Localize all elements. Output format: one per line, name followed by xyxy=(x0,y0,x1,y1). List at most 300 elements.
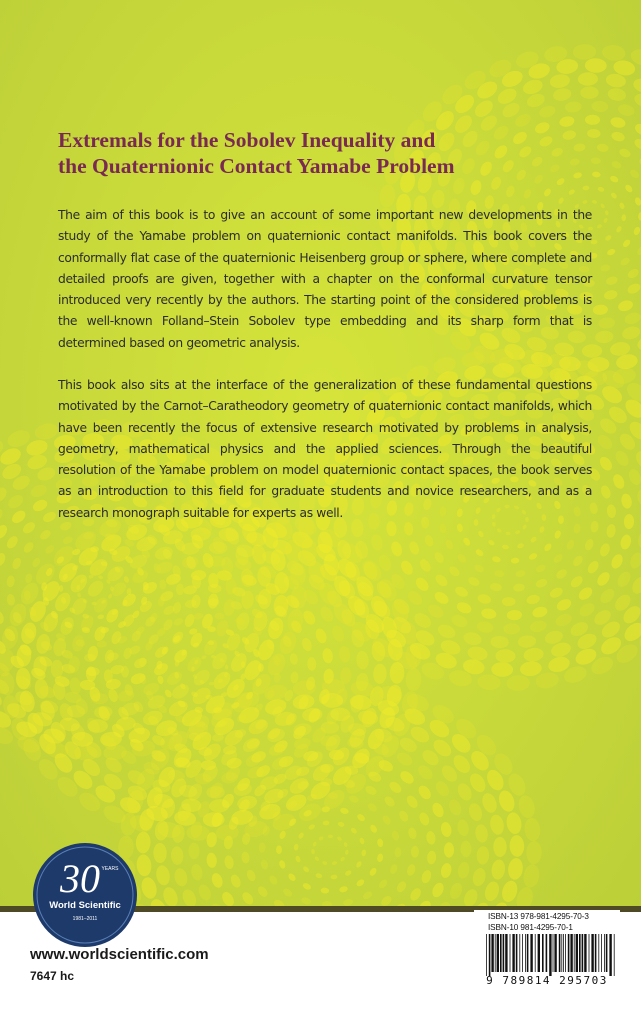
decorative-dot xyxy=(389,863,399,875)
barcode-bar xyxy=(559,934,561,972)
decorative-dot xyxy=(287,872,297,882)
decorative-dot xyxy=(530,536,538,544)
barcode-bar xyxy=(525,934,526,972)
decorative-dot xyxy=(0,552,7,568)
decorative-dot xyxy=(505,811,523,835)
decorative-dot xyxy=(597,186,605,193)
decorative-dot xyxy=(626,282,641,296)
decorative-dot xyxy=(420,869,433,885)
decorative-dot xyxy=(268,874,279,886)
decorative-dot xyxy=(573,523,581,534)
logo-range: 1981–2011 xyxy=(72,916,98,922)
decorative-dot xyxy=(425,830,436,845)
decorative-dot xyxy=(456,552,468,564)
decorative-dot xyxy=(224,855,235,870)
barcode-bar xyxy=(519,934,520,972)
decorative-dot xyxy=(11,556,23,570)
decorative-dot xyxy=(336,836,342,842)
barcode-bar xyxy=(535,934,536,972)
decorative-dot xyxy=(376,853,383,863)
decorative-dot xyxy=(377,878,389,890)
decorative-dot xyxy=(619,533,632,550)
decorative-dot xyxy=(553,529,561,539)
decorative-dot xyxy=(603,217,608,223)
decorative-dot xyxy=(610,192,618,200)
decorative-dot xyxy=(154,864,171,886)
decorative-dot xyxy=(519,660,542,677)
decorative-dot xyxy=(514,529,520,535)
decorative-dot xyxy=(461,887,480,908)
decorative-dot xyxy=(456,523,463,533)
isbn-13: ISBN-13 978-981-4295-70-3 xyxy=(488,912,589,921)
decorative-dot xyxy=(297,831,305,839)
decorative-dot xyxy=(5,534,20,550)
decorative-dot xyxy=(307,657,317,671)
decorative-dot xyxy=(6,492,26,511)
barcode-bar xyxy=(606,934,608,972)
decorative-dot xyxy=(615,569,634,589)
decorative-dot xyxy=(552,552,564,564)
barcode-bar xyxy=(553,934,554,972)
decorative-dot xyxy=(522,188,532,200)
decorative-dot xyxy=(10,508,28,526)
decorative-dot xyxy=(466,645,488,662)
decorative-dot xyxy=(355,860,363,868)
decorative-dot xyxy=(31,556,42,568)
decorative-dot xyxy=(623,310,641,326)
decorative-dot xyxy=(629,574,641,596)
decorative-dot xyxy=(596,223,602,229)
decorative-dot xyxy=(370,533,384,552)
decorative-dot xyxy=(432,589,450,606)
decorative-dot xyxy=(338,645,351,663)
decorative-dot xyxy=(494,570,505,578)
decorative-dot xyxy=(157,675,165,685)
description-paragraph-2: This book also sits at the interface of the generalization of these fundamental questions motivated by the Carnot–Caratheodory geometry of quaternionic contact manifolds, which have been recently the focus of extensive research motivated by problems in analysis, geometry, mathematical physics and the applied sciences. Through the beautiful resolution of the Yamabe problem on model quaternionic contact spaces, the book serves as an introduction to this field for graduate students and novice researchers, and as a research monograph suitable for experts as well. xyxy=(58,378,592,520)
decorative-dot xyxy=(366,802,378,814)
decorative-dot xyxy=(90,546,99,552)
decorative-dot xyxy=(505,184,517,198)
decorative-dot xyxy=(535,577,549,589)
decorative-dot xyxy=(597,455,614,473)
decorative-dot xyxy=(462,630,483,646)
decorative-dot xyxy=(447,798,464,818)
decorative-dot xyxy=(340,856,346,862)
decorative-dot xyxy=(314,627,329,645)
decorative-dot xyxy=(207,593,219,609)
decorative-dot xyxy=(603,289,618,301)
decorative-dot xyxy=(573,44,597,60)
decorative-dot xyxy=(632,76,641,95)
decorative-dot xyxy=(416,783,433,801)
decorative-dot xyxy=(210,872,225,890)
decorative-dot xyxy=(488,814,505,836)
decorative-dot xyxy=(523,647,545,663)
decorative-dot xyxy=(214,618,230,638)
decorative-dot xyxy=(451,176,466,195)
decorative-dot xyxy=(171,846,184,865)
decorative-dot xyxy=(44,543,56,555)
decorative-dot xyxy=(395,880,408,894)
decorative-dot xyxy=(62,535,74,545)
barcode-bar xyxy=(565,934,566,972)
decorative-dot xyxy=(98,575,104,580)
decorative-dot xyxy=(604,234,612,242)
decorative-dot xyxy=(622,238,632,248)
decorative-dot xyxy=(345,849,349,855)
decorative-dot xyxy=(302,707,323,722)
decorative-dot xyxy=(344,869,352,877)
decorative-dot xyxy=(322,820,329,825)
decorative-dot xyxy=(444,539,455,551)
decorative-dot xyxy=(543,542,553,552)
decorative-dot xyxy=(405,668,422,692)
barcode-bar xyxy=(522,934,523,972)
decorative-dot xyxy=(163,688,173,698)
barcode-bar xyxy=(549,934,551,976)
decorative-dot xyxy=(557,197,565,205)
decorative-dot xyxy=(361,849,366,856)
decorative-dot xyxy=(206,852,218,868)
decorative-dot xyxy=(502,544,509,550)
decorative-dot xyxy=(548,586,564,600)
barcode-bar xyxy=(614,934,615,976)
decorative-dot xyxy=(633,226,641,236)
decorative-dot xyxy=(505,531,511,535)
decorative-dot xyxy=(636,488,641,507)
decorative-dot xyxy=(598,316,616,329)
decorative-dot xyxy=(312,841,318,847)
decorative-dot xyxy=(539,526,546,534)
decorative-dot xyxy=(159,579,167,590)
decorative-dot xyxy=(489,582,502,592)
decorative-dot xyxy=(491,555,501,563)
decorative-dot xyxy=(583,538,595,552)
decorative-dot xyxy=(509,835,524,857)
barcode-bar xyxy=(491,934,493,972)
decorative-dot xyxy=(471,867,487,888)
decorative-dot xyxy=(605,210,609,216)
barcode-bar xyxy=(589,934,590,972)
barcode-bar xyxy=(591,934,593,972)
decorative-dot xyxy=(311,849,315,855)
decorative-dot xyxy=(637,156,641,170)
decorative-dot xyxy=(576,585,594,602)
barcode-bar xyxy=(576,934,578,972)
barcode-bar xyxy=(530,934,532,972)
decorative-dot xyxy=(368,867,377,877)
decorative-dot xyxy=(170,630,185,646)
decorative-dot xyxy=(507,610,523,621)
decorative-dot xyxy=(624,183,634,193)
decorative-dot xyxy=(635,245,641,257)
decorative-dot xyxy=(21,520,37,536)
decorative-dot xyxy=(94,706,113,719)
decorative-dot xyxy=(600,264,611,273)
decorative-dot xyxy=(526,841,542,865)
decorative-dot xyxy=(522,863,541,889)
decorative-dot xyxy=(391,830,400,842)
decorative-dot xyxy=(433,573,449,589)
decorative-dot xyxy=(564,100,582,113)
decorative-dot xyxy=(381,814,392,826)
decorative-dot xyxy=(408,540,421,556)
decorative-dot xyxy=(634,196,641,206)
decorative-dot xyxy=(600,203,606,209)
decorative-dot xyxy=(523,817,541,842)
product-code: 7647 hc xyxy=(30,969,75,983)
decorative-dot xyxy=(369,824,378,834)
decorative-dot xyxy=(606,524,617,539)
barcode-area xyxy=(474,910,620,988)
decorative-dot xyxy=(487,539,495,547)
decorative-dot xyxy=(315,872,323,879)
decorative-dot xyxy=(201,655,207,660)
decorative-dot xyxy=(621,214,626,221)
barcode-bar xyxy=(500,934,502,972)
decorative-dot xyxy=(474,548,484,558)
barcode-bar xyxy=(527,934,529,972)
decorative-dot xyxy=(321,647,333,664)
decorative-dot xyxy=(0,484,10,505)
decorative-dot xyxy=(224,631,243,653)
decorative-dot xyxy=(453,585,469,599)
decorative-dot xyxy=(430,801,446,819)
decorative-dot xyxy=(554,567,568,580)
decorative-dot xyxy=(624,514,634,529)
decorative-dot xyxy=(415,763,435,783)
barcode-bars xyxy=(482,934,618,976)
decorative-dot xyxy=(0,523,10,541)
decorative-dot xyxy=(490,859,506,881)
decorative-dot xyxy=(408,886,423,902)
decorative-dot xyxy=(398,769,416,787)
decorative-dot xyxy=(456,818,470,837)
decorative-dot xyxy=(503,623,520,634)
decorative-dot xyxy=(302,882,312,891)
decorative-dot xyxy=(629,168,641,180)
decorative-dot xyxy=(411,846,419,858)
decorative-dot xyxy=(172,601,183,614)
decorative-dot xyxy=(350,827,358,835)
decorative-dot xyxy=(405,794,420,810)
decorative-dot xyxy=(355,878,365,888)
barcode-bar xyxy=(512,934,514,972)
decorative-dot xyxy=(250,543,268,566)
decorative-dot xyxy=(196,883,213,903)
decorative-dot xyxy=(483,880,502,903)
barcode-bar xyxy=(538,934,540,972)
decorative-dot xyxy=(201,552,215,570)
barcode-digits: 9 789814 295703 xyxy=(486,974,608,987)
decorative-dot xyxy=(361,890,373,901)
decorative-dot xyxy=(357,709,380,727)
decorative-dot xyxy=(322,860,328,865)
decorative-dot xyxy=(294,843,299,850)
decorative-dot xyxy=(578,72,598,86)
title-line-2: the Quaternionic Contact Yamabe Problem xyxy=(58,154,455,178)
decorative-dot xyxy=(201,637,219,657)
decorative-dot xyxy=(591,199,597,204)
decorative-dot xyxy=(613,448,632,468)
decorative-dot xyxy=(172,647,190,665)
decorative-dot xyxy=(193,612,204,620)
decorative-dot xyxy=(339,885,349,893)
decorative-dot xyxy=(123,575,130,583)
decorative-dot xyxy=(301,608,318,626)
decorative-dot xyxy=(256,884,270,898)
decorative-dot xyxy=(348,794,360,804)
world-scientific-30-years-logo xyxy=(30,840,140,950)
decorative-dot xyxy=(619,256,631,267)
decorative-dot xyxy=(469,179,483,197)
decorative-dot xyxy=(439,523,447,534)
decorative-dot xyxy=(617,299,635,313)
decorative-dot xyxy=(0,506,5,526)
decorative-dot xyxy=(610,130,626,142)
decorative-dot xyxy=(224,664,229,670)
decorative-dot xyxy=(467,575,481,587)
barcode-bar xyxy=(503,934,505,972)
decorative-dot xyxy=(321,721,339,733)
decorative-dot xyxy=(359,837,366,845)
decorative-dot xyxy=(626,267,640,280)
decorative-dot xyxy=(328,835,333,839)
decorative-dot xyxy=(397,809,410,823)
decorative-dot xyxy=(595,570,612,588)
decorative-dot xyxy=(407,827,418,840)
decorative-dot xyxy=(582,185,589,190)
barcode-bar xyxy=(579,934,581,972)
decorative-dot xyxy=(377,838,384,847)
decorative-dot xyxy=(286,607,306,633)
decorative-dot xyxy=(460,841,471,858)
barcode-bar xyxy=(542,934,544,972)
barcode-bar xyxy=(563,934,564,972)
decorative-dot xyxy=(331,861,337,866)
decorative-dot xyxy=(295,855,302,863)
decorative-dot xyxy=(229,873,242,889)
decorative-dot xyxy=(433,779,452,799)
decorative-dot xyxy=(413,575,431,593)
decorative-dot xyxy=(611,472,627,490)
decorative-dot xyxy=(594,330,613,344)
decorative-dot xyxy=(628,551,641,571)
decorative-dot xyxy=(107,688,120,704)
decorative-dot xyxy=(85,578,107,600)
decorative-dot xyxy=(29,482,49,499)
decorative-dot xyxy=(394,847,401,858)
decorative-dot xyxy=(521,77,545,97)
barcode-bar xyxy=(495,934,496,972)
decorative-dot xyxy=(610,160,622,170)
decorative-dot xyxy=(549,73,571,90)
decorative-dot xyxy=(480,791,500,815)
decorative-dot xyxy=(260,859,269,871)
decorative-dot xyxy=(440,821,453,838)
decorative-dot xyxy=(637,531,641,550)
decorative-dot xyxy=(97,614,104,620)
decorative-dot xyxy=(529,619,548,633)
decorative-dot xyxy=(565,539,576,551)
decorative-dot xyxy=(0,609,5,625)
decorative-dot xyxy=(609,552,625,570)
decorative-dot xyxy=(619,202,626,210)
decorative-dot xyxy=(599,484,612,500)
decorative-dot xyxy=(41,510,57,524)
decorative-dot xyxy=(427,850,437,864)
decorative-dot xyxy=(139,876,159,901)
decorative-dot xyxy=(132,656,148,670)
decorative-dot xyxy=(343,842,348,848)
decorative-dot xyxy=(373,663,387,684)
barcode-bar xyxy=(609,934,611,976)
decorative-dot xyxy=(477,593,492,605)
decorative-dot xyxy=(176,584,184,596)
decorative-dot xyxy=(276,845,282,854)
barcode-bar xyxy=(604,934,605,972)
decorative-dot xyxy=(605,275,618,286)
decorative-dot xyxy=(633,449,641,471)
decorative-dot xyxy=(406,863,417,877)
decorative-dot xyxy=(172,617,184,628)
decorative-dot xyxy=(526,594,541,606)
decorative-dot xyxy=(6,593,16,606)
decorative-dot xyxy=(543,187,553,197)
decorative-dot xyxy=(278,859,286,869)
decorative-dot xyxy=(607,87,627,102)
barcode-bar xyxy=(568,934,570,972)
decorative-dot xyxy=(555,597,573,613)
decorative-dot xyxy=(24,573,33,584)
barcode-bar xyxy=(595,934,597,972)
barcode-bar xyxy=(505,934,507,972)
title-line-1: Extremals for the Sobolev Inequality and xyxy=(58,128,436,152)
decorative-dot xyxy=(620,493,633,510)
book-title xyxy=(58,127,598,179)
decorative-dot xyxy=(455,600,473,615)
decorative-dot xyxy=(433,550,446,564)
decorative-dot xyxy=(571,554,584,568)
decorative-dot xyxy=(522,524,528,530)
decorative-dot xyxy=(569,574,585,590)
decorative-dot xyxy=(190,863,204,882)
decorative-dot xyxy=(258,842,265,853)
decorative-dot xyxy=(22,540,36,554)
decorative-dot xyxy=(387,780,403,796)
decorative-dot xyxy=(601,44,626,62)
decorative-dot xyxy=(107,593,113,599)
decorative-dot xyxy=(617,103,636,118)
decorative-dot xyxy=(450,613,470,630)
decorative-dot xyxy=(476,846,489,865)
decorative-dot xyxy=(528,552,538,561)
decorative-dot xyxy=(399,559,415,577)
decorative-dot xyxy=(444,842,454,857)
decorative-dot xyxy=(513,583,526,592)
decorative-dot xyxy=(621,619,641,644)
decorative-dot xyxy=(476,620,495,634)
decorative-dot xyxy=(506,675,530,691)
decorative-dot xyxy=(320,887,329,894)
decorative-dot xyxy=(31,498,49,514)
decorative-dot xyxy=(535,563,547,574)
decorative-dot xyxy=(490,635,509,649)
decorative-dot xyxy=(502,597,516,606)
decorative-dot xyxy=(609,175,619,184)
decorative-dot xyxy=(356,650,370,669)
decorative-dot xyxy=(615,225,623,233)
